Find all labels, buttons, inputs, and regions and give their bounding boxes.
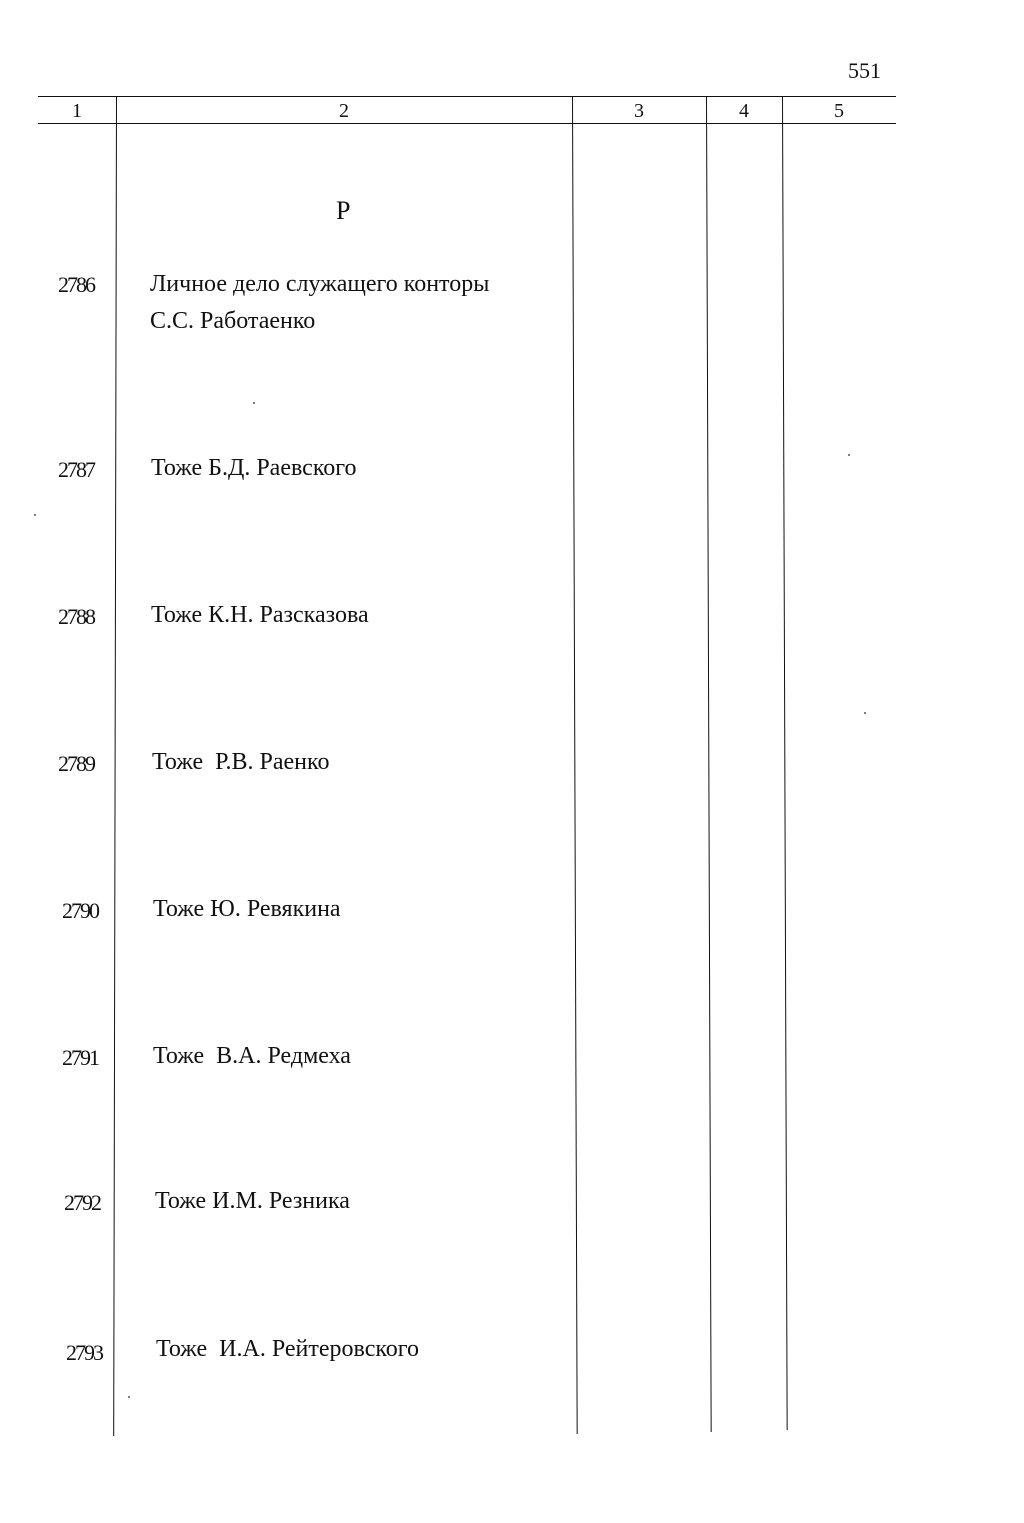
row-description: [150, 266, 489, 340]
row-description: Тоже Р.В. Раенко: [152, 749, 330, 775]
scan-speck: [864, 712, 866, 714]
column-divider-3: [706, 96, 712, 1432]
column-divider-1: [113, 96, 117, 1436]
section-letter: Р: [336, 196, 351, 225]
row-description: Тоже К.Н. Разсказова: [151, 602, 369, 628]
scan-speck: [34, 514, 36, 516]
column-divider-4: [782, 96, 788, 1430]
column-divider-2: [572, 96, 578, 1434]
row-number: 2793: [66, 1340, 102, 1365]
row-number: 2788: [58, 604, 94, 629]
row-number: 2786: [58, 272, 94, 297]
row-description-line: Личное дело служащего конторы: [150, 271, 490, 297]
row-description: Тоже Б.Д. Раевского: [151, 455, 357, 481]
header-bottom-rule: [38, 123, 896, 124]
column-header-1: 1: [72, 100, 82, 122]
header-top-rule: [38, 96, 896, 97]
scan-speck: [848, 454, 850, 456]
row-number: 2787: [58, 457, 94, 482]
page-number: 551: [848, 58, 881, 83]
column-header-4: 4: [739, 100, 749, 122]
row-number: 2789: [58, 751, 94, 776]
scan-speck: [128, 1396, 130, 1398]
column-header-5: 5: [834, 100, 844, 122]
row-number: 2792: [64, 1190, 100, 1215]
row-description: Тоже И.М. Резника: [155, 1188, 350, 1214]
row-description-line: С.С. Работаенко: [150, 308, 316, 334]
row-number: 2791: [62, 1045, 98, 1070]
column-header-3: 3: [634, 100, 644, 122]
row-number: 2790: [62, 898, 98, 923]
row-description: Тоже Ю. Ревякина: [153, 896, 341, 922]
row-description: Тоже И.А. Рейтеровского: [156, 1336, 420, 1362]
scan-speck: [253, 402, 255, 404]
column-header-2: 2: [339, 100, 349, 122]
row-description: Тоже В.А. Редмеха: [153, 1043, 351, 1069]
